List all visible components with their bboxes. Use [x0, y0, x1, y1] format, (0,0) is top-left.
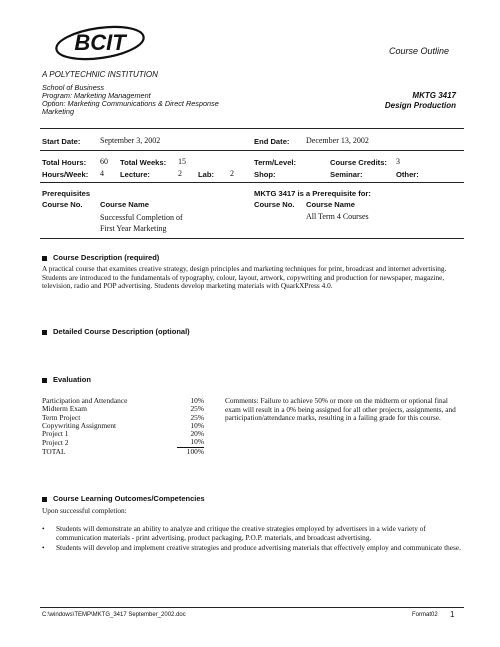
outcome-item	[42, 525, 462, 542]
course-description-heading: Course Description (required)	[42, 253, 159, 262]
term-level-label: Term/Level:	[254, 158, 297, 167]
program-name: Program: Marketing Management	[42, 91, 151, 100]
prereq-col-no: Course No.	[42, 200, 83, 209]
prereq-for-col-no: Course No.	[254, 200, 295, 209]
evaluation-comments: Comments: Failure to achieve 50% or more on the midterm or optional final exam will result in a 0% being assigned for all other projects, assignments, and participation/attendance marks, resulting in a failing grade for this course.	[225, 396, 456, 423]
option-name: Option: Marketing Communications & Direct Response	[42, 99, 219, 108]
evaluation-table	[42, 397, 204, 456]
prereq-col-name: Course Name	[100, 200, 149, 209]
lecture: 2	[178, 169, 182, 178]
evaluation-item: Copywriting Assignment	[42, 420, 117, 430]
course-description-text: A practical course that examines creative strategy, design principles and marketing techniques for print, broadcast and internet advertising. Students are introduced to the fundamentals of typography, colour, layout, artwork, copywriting and production for newspaper, magazine, television, radio and POP advertising. Students develop marketing materials with QuarkXPress 4.0.	[42, 264, 447, 291]
prereq-title: Prerequisites	[42, 189, 91, 198]
bcit-logo	[52, 22, 148, 64]
prereq-course-name: Successful Completion of First Year Marketing	[100, 213, 183, 233]
divider	[40, 182, 464, 183]
evaluation-heading: Evaluation	[42, 375, 91, 384]
total-weeks-label: Total Weeks:	[120, 158, 167, 167]
institution-tagline: A POLYTECHNIC INSTITUTION	[42, 70, 158, 79]
evaluation-item: Participation and Attendance	[42, 396, 128, 405]
course-credits: 3	[396, 157, 400, 166]
logo-text: BCIT	[74, 30, 126, 55]
bullet-icon: •	[42, 524, 45, 533]
other-label: Other:	[396, 170, 419, 179]
lab-label: Lab:	[198, 170, 215, 179]
evaluation-total-percent: 100%	[177, 447, 204, 456]
square-bullet-icon	[42, 497, 47, 502]
total-hours: 60	[100, 157, 108, 166]
evaluation-total-row	[42, 447, 204, 456]
outcomes-list	[42, 525, 462, 555]
doc-type: Course Outline	[389, 46, 450, 56]
option-cont: Marketing	[42, 107, 75, 116]
lab: 2	[230, 169, 234, 178]
end-date-label: End Date:	[254, 137, 290, 146]
start-date-label: Start Date:	[42, 137, 81, 146]
course-title: Design Production	[384, 101, 456, 110]
square-bullet-icon	[42, 378, 47, 383]
outcome-item	[42, 544, 462, 553]
outcomes-intro: Upon successful completion:	[42, 506, 127, 515]
evaluation-item: Project 1	[42, 429, 69, 439]
bullet-icon: •	[42, 543, 45, 553]
divider	[40, 238, 464, 239]
prereq-for-col-name: Course Name	[306, 200, 355, 209]
square-bullet-icon	[42, 256, 47, 261]
evaluation-percent: 10%	[190, 396, 204, 405]
total-weeks: 15	[178, 157, 186, 166]
shop-label: Shop:	[254, 170, 276, 179]
course-credits-label: Course Credits:	[330, 158, 387, 167]
lecture-label: Lecture:	[120, 170, 150, 179]
seminar-label: Seminar:	[330, 170, 363, 179]
evaluation-item: Midterm Exam	[42, 404, 87, 414]
detailed-description-heading: Detailed Course Description (optional)	[42, 327, 190, 336]
evaluation-percent: 10%	[190, 437, 204, 447]
outcomes-heading: Course Learning Outcomes/Competencies	[42, 494, 205, 503]
evaluation-percent: 25%	[190, 412, 204, 422]
evaluation-item: Project 2	[42, 437, 69, 447]
outcome-text: Students will demonstrate an ability to analyze and critique the creative strategies employed by advertisers in a wide variety of communication materials - print advertising, product packaging, P.O.P. materials, and broadcast advertising.	[56, 524, 426, 542]
end-date: December 13, 2002	[306, 136, 369, 145]
prereq-for-title: MKTG 3417 is a Prerequisite for:	[254, 189, 371, 198]
divider	[40, 128, 464, 129]
course-code: MKTG 3417	[412, 91, 456, 100]
evaluation-row	[42, 438, 204, 447]
footer-path: C:\windows\TEMP\MKTG_3417 September_2002.doc	[42, 612, 186, 618]
start-date: September 3, 2002	[100, 136, 161, 145]
evaluation-percent: 20%	[190, 429, 204, 439]
footer-code: Format02	[412, 612, 438, 618]
divider	[40, 150, 464, 151]
page-number: 1	[450, 610, 455, 619]
square-bullet-icon	[42, 330, 47, 335]
hours-week: 4	[100, 169, 104, 178]
evaluation-percent: 25%	[190, 404, 204, 414]
evaluation-item: Term Project	[42, 412, 81, 422]
footer-divider	[40, 607, 464, 608]
evaluation-total-label: TOTAL	[42, 446, 66, 456]
outcome-text: Students will develop and implement creative strategies and produce advertising materials that effectively employ and communicate these.	[56, 543, 461, 553]
course-heading	[385, 91, 456, 111]
evaluation-percent: 10%	[190, 420, 204, 430]
hours-week-label: Hours/Week:	[42, 170, 89, 179]
school-block	[42, 84, 219, 116]
school-name: School of Business	[42, 83, 105, 92]
total-hours-label: Total Hours:	[42, 158, 87, 167]
prereq-for-course-name: All Term 4 Courses	[306, 212, 369, 221]
